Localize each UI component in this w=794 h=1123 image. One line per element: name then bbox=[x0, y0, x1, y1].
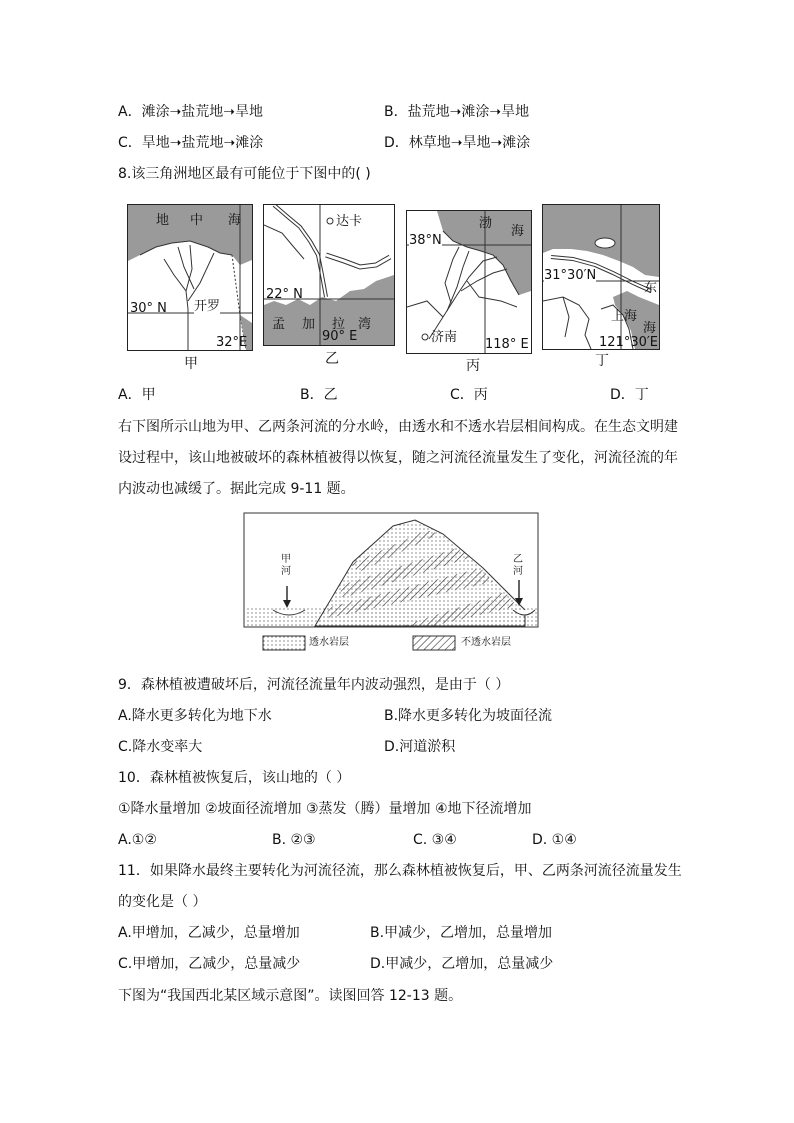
map-jia-caption: 甲 bbox=[184, 356, 198, 372]
map-jia-longitude: 32°E bbox=[216, 335, 248, 350]
map-yi-caption: 乙 bbox=[325, 351, 339, 367]
q8-stem: 8.该三角洲地区最有可能位于下图中的( ) bbox=[118, 166, 371, 182]
q7-option-b: B．盐荒地➝滩涂➝旱地 bbox=[384, 104, 530, 120]
map-bing-latitude: 38°N bbox=[409, 233, 442, 248]
q7-option-c: C．旱地➝盐荒地➝滩涂 bbox=[118, 135, 264, 151]
q9-stem: 9．森林植被遭破坏后，河流径流量年内波动强烈，是由于（ ） bbox=[118, 677, 510, 693]
intro-9-11-line-3: 内波动也减缓了。据此完成 9-11 题。 bbox=[118, 481, 355, 497]
q8-option-a: A．甲 bbox=[118, 387, 156, 403]
q8-option-c: C．丙 bbox=[450, 387, 488, 403]
legend-impermeable-label: 不透水岩层 bbox=[461, 637, 511, 648]
q10-option-a: A.①② bbox=[118, 832, 157, 848]
map-yi-city: 达卡 bbox=[336, 214, 363, 229]
map-bing bbox=[406, 210, 532, 354]
q11-stem-line-1: 11．如果降水最终主要转化为河流径流，那么森林植被恢复后，甲、乙两条河流径流量发生 bbox=[118, 863, 682, 879]
map-ding-city: 上海 bbox=[611, 309, 638, 324]
q9-option-c: C.降水变率大 bbox=[118, 739, 203, 755]
q11-stem-line-2: 的变化是（ ） bbox=[118, 894, 207, 910]
map-bing-city: 济南 bbox=[431, 330, 458, 345]
map-jia-city: 开罗 bbox=[194, 299, 221, 314]
q10-items: ①降水量增加 ②坡面径流增加 ③蒸发（腾）量增加 ④地下径流增加 bbox=[118, 801, 532, 817]
map-ding-longitude: 121°30′E bbox=[599, 335, 659, 350]
q10-option-d: D. ①④ bbox=[532, 832, 577, 848]
q11-option-a: A.甲增加，乙减少，总量增加 bbox=[118, 925, 300, 941]
map-ding bbox=[542, 204, 660, 350]
q11-option-b: B.甲减少，乙增加，总量增加 bbox=[370, 925, 553, 941]
q11-option-d: D.甲减少，乙增加，总量减少 bbox=[370, 956, 554, 972]
map-jia-latitude: 30° N bbox=[130, 301, 167, 316]
map-bing-sea-char-1: 渤 bbox=[479, 216, 493, 231]
map-yi-latitude: 22° N bbox=[266, 287, 303, 302]
q10-stem: 10．森林植被恢复后，该山地的（ ） bbox=[118, 770, 351, 786]
river-yi-label: 乙河 bbox=[513, 554, 523, 577]
map-bing-caption: 丙 bbox=[466, 358, 480, 374]
map-yi-longitude: 90° E bbox=[322, 329, 358, 344]
q11-option-c: C.甲增加，乙减少，总量减少 bbox=[118, 956, 301, 972]
map-yi-bay-char-2: 加 bbox=[302, 317, 316, 332]
map-bing-longitude: 118° E bbox=[485, 337, 529, 352]
intro-9-11-line-2: 设过程中，该山地被破坏的森林植被得以恢复，随之河流径流量发生了变化，河流径流的年 bbox=[118, 450, 678, 466]
q10-option-c: C. ③④ bbox=[413, 832, 457, 848]
river-jia-label: 甲河 bbox=[281, 554, 291, 577]
map-yi-bay-char-3: 拉 bbox=[332, 317, 346, 332]
map-jia-sea-char-1: 地 bbox=[156, 213, 170, 228]
map-yi-bay-char-1: 孟 bbox=[272, 317, 286, 332]
map-yi-bay-char-4: 湾 bbox=[358, 317, 372, 332]
q10-option-b: B. ②③ bbox=[272, 832, 316, 848]
q9-option-b: B.降水更多转化为坡面径流 bbox=[384, 708, 553, 724]
map-ding-caption: 丁 bbox=[595, 353, 609, 369]
map-ding-latitude: 31°30′N bbox=[544, 268, 597, 283]
intro-12-13: 下图为“我国西北某区域示意图”。读图回答 12-13 题。 bbox=[118, 988, 463, 1004]
map-jia-sea-char-2: 中 bbox=[190, 213, 204, 228]
intro-9-11-line-1: 右下图所示山地为甲、乙两条河流的分水岭，由透水和不透水岩层相间构成。在生态文明建 bbox=[118, 419, 678, 435]
map-bing-sea-char-2: 海 bbox=[511, 224, 525, 239]
watershed-figure bbox=[243, 512, 541, 652]
map-yi bbox=[263, 204, 395, 346]
q9-option-d: D.河道淤积 bbox=[384, 739, 456, 755]
legend-permeable-label: 透水岩层 bbox=[309, 637, 349, 648]
q7-option-d: D．林草地➝旱地➝滩涂 bbox=[384, 135, 531, 151]
watershed-cross-section bbox=[243, 512, 541, 652]
q8-option-b: B．乙 bbox=[300, 387, 338, 403]
q9-option-a: A.降水更多转化为地下水 bbox=[118, 708, 272, 724]
q7-option-a: A．滩涂➝盐荒地➝旱地 bbox=[118, 104, 264, 120]
map-ding-sea: 海 bbox=[643, 321, 657, 336]
map-jia-sea-char-3: 海 bbox=[228, 213, 242, 228]
map-ding-east: 东 bbox=[644, 281, 658, 296]
map-jia bbox=[127, 204, 253, 351]
q8-option-d: D．丁 bbox=[610, 387, 649, 403]
